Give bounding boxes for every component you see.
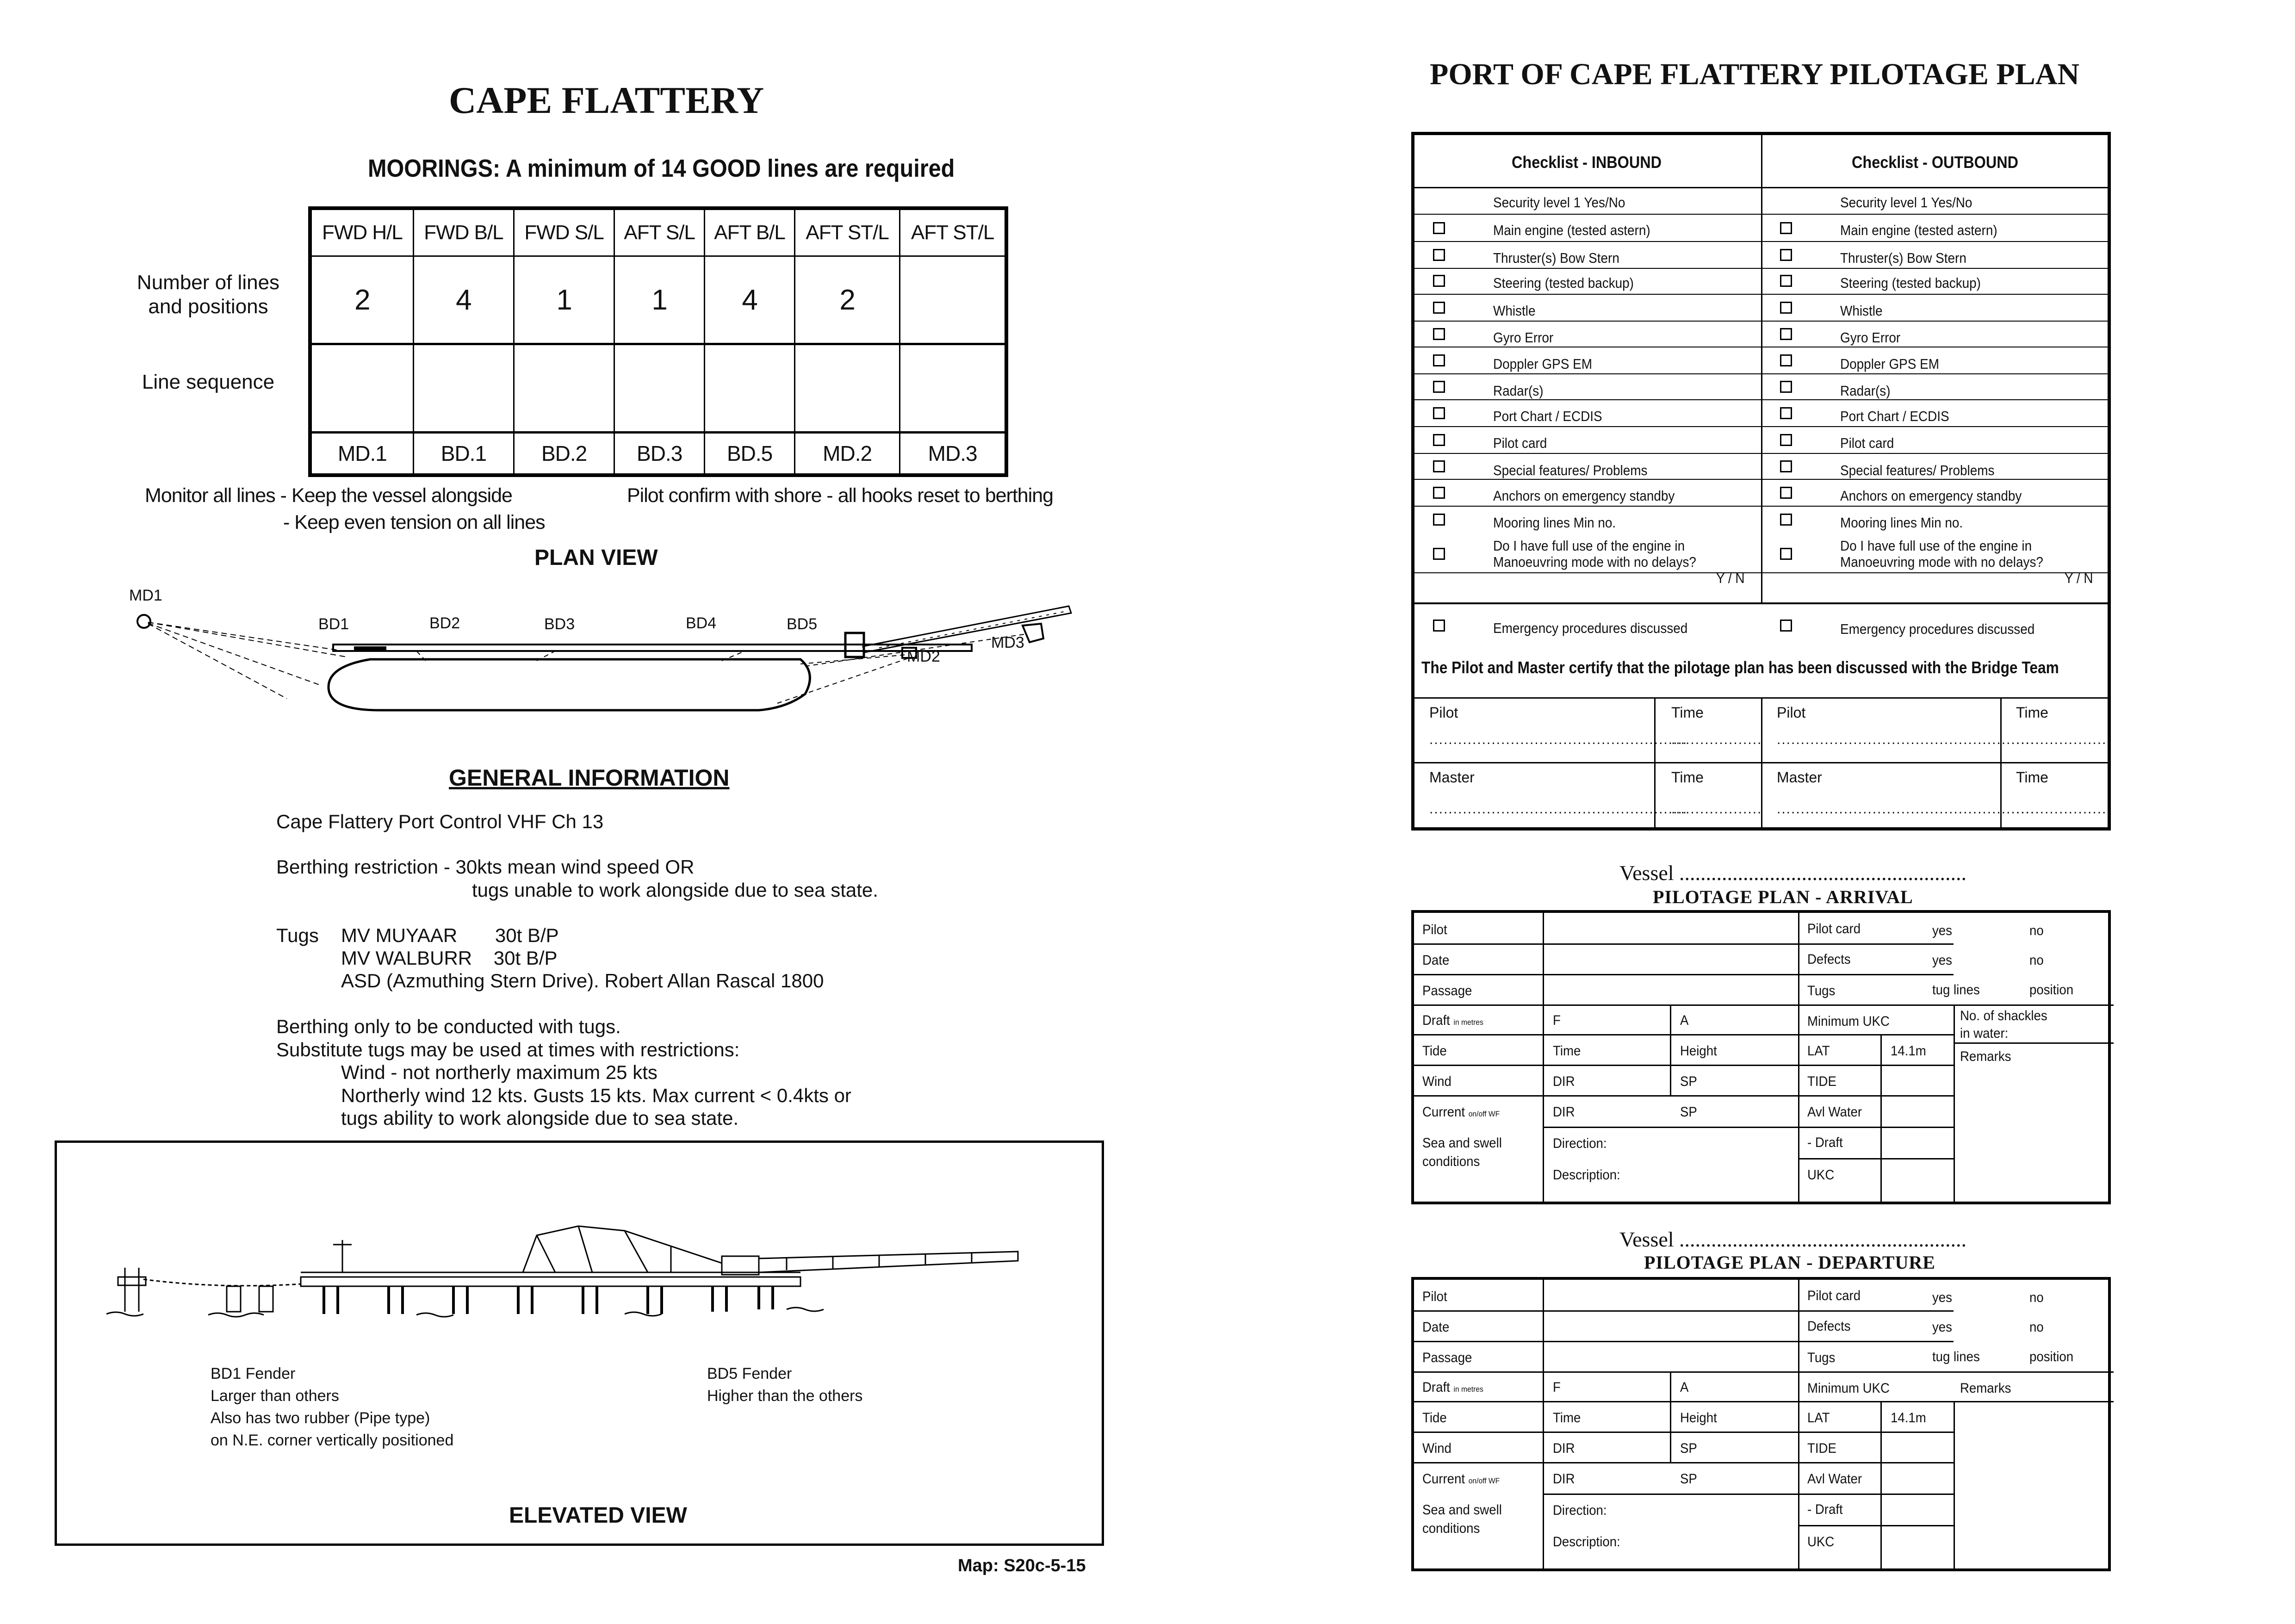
yes-option[interactable]: yes: [1932, 953, 1952, 968]
sequence-cell: [514, 344, 614, 433]
master-sign-line[interactable]: ......................................................: [1777, 801, 2035, 817]
height-label: Height: [1680, 1410, 1717, 1426]
engine-yn: Y / N: [2065, 570, 2093, 586]
line-count-cell: 1: [514, 256, 614, 344]
no-option[interactable]: no: [2029, 923, 2044, 938]
vessel-hull: [329, 659, 810, 710]
wind-dir-label: DIR: [1553, 1074, 1575, 1089]
lat-value: 14.1m: [1891, 1043, 1926, 1059]
ukc-label: UKC: [1807, 1534, 1835, 1550]
checkbox[interactable]: [1433, 302, 1445, 314]
tide-label: Tide: [1422, 1043, 1447, 1059]
note-even-tension: - Keep even tension on all lines: [283, 511, 545, 533]
security-level-outbound: Security level 1 Yes/No: [1840, 194, 1972, 211]
bd3-label: BD3: [544, 615, 575, 633]
wind-restriction-3: tugs ability to work alongside due to sea state.: [341, 1107, 739, 1129]
checklist-item: Whistle: [1493, 303, 1536, 319]
tugs-only-note: Berthing only to be conducted with tugs.: [276, 1016, 621, 1037]
master-sign-label: Master: [1777, 769, 1822, 786]
arrival-form: [1411, 910, 2111, 1204]
pilot-sign-label: Pilot: [1429, 704, 1458, 721]
line-count-cell: 1: [614, 256, 705, 344]
pilot-sign-line[interactable]: ......................................................: [1777, 732, 2035, 747]
mooring-point-cell: BD.2: [514, 433, 614, 476]
mooring-point-cell: MD.1: [310, 433, 413, 476]
current-unit: on/off WF: [1468, 1476, 1500, 1485]
draft-label: Draft in metres: [1422, 1380, 1483, 1395]
pilot-card-label: Pilot card: [1807, 1288, 1861, 1303]
column-header: AFT ST/L: [900, 208, 1006, 256]
checkbox[interactable]: [1433, 275, 1445, 287]
row-label-sequence: Line sequence: [142, 371, 275, 393]
master-sign-line[interactable]: ......................................................: [1429, 801, 1688, 817]
master-sign-label: Master: [1429, 769, 1475, 786]
draft-unit: in metres: [1453, 1385, 1483, 1394]
column-header: FWD H/L: [310, 208, 413, 256]
checklist-item: Steering (tested backup): [1840, 275, 1981, 291]
elevated-view-panel: [55, 1141, 1104, 1546]
sequence-cell: [413, 344, 514, 433]
pilotage-plan-title: PORT OF CAPE FLATTERY PILOTAGE PLAN: [1430, 57, 2080, 91]
sequence-cell: [310, 344, 413, 433]
date-label: Date: [1422, 953, 1450, 968]
tugs-label: Tugs: [1807, 1350, 1836, 1365]
tug-walburr: MV WALBURR 30t B/P: [341, 947, 558, 969]
arrival-title: PILOTAGE PLAN - ARRIVAL: [1653, 886, 1913, 907]
checkbox[interactable]: [1780, 460, 1792, 472]
lat-label: LAT: [1807, 1410, 1830, 1426]
current-unit: on/off WF: [1468, 1110, 1500, 1118]
checkbox[interactable]: [1780, 487, 1792, 499]
vessel-field-departure[interactable]: Vessel ......................................................: [1619, 1227, 1967, 1251]
checklist-item: Gyro Error: [1840, 329, 1901, 346]
bd1-note-line: Larger than others: [211, 1387, 339, 1405]
engine-yn: Y / N: [1716, 570, 1745, 586]
current-sp-label: SP: [1680, 1104, 1697, 1120]
checkbox[interactable]: [1780, 620, 1792, 632]
md3-dolphin: [1023, 624, 1043, 642]
checklist-item: Pilot card: [1840, 435, 1894, 451]
wind-sp-label: SP: [1680, 1441, 1697, 1456]
checklist-item: Pilot card: [1493, 435, 1547, 451]
checkbox[interactable]: [1780, 328, 1792, 340]
checkbox[interactable]: [1433, 354, 1445, 366]
direction-label: Direction:: [1553, 1503, 1607, 1518]
mooring-point-cell: BD.5: [705, 433, 795, 476]
height-label: Height: [1680, 1043, 1717, 1059]
wind-dir-label: DIR: [1553, 1441, 1575, 1456]
checklist-item: Port Chart / ECDIS: [1493, 408, 1602, 424]
bd5-note-line: BD5 Fender: [707, 1365, 792, 1382]
checkbox[interactable]: [1433, 249, 1445, 261]
time-label: Time: [2016, 769, 2048, 786]
checklist-item: Special features/ Problems: [1493, 462, 1648, 478]
wind-label: Wind: [1422, 1441, 1451, 1456]
passage-label: Passage: [1422, 1350, 1472, 1365]
bd5-fender-note: [707, 1363, 862, 1407]
bd5-label: BD5: [787, 615, 818, 633]
time-line[interactable]: ...................: [2016, 801, 2107, 817]
column-header: FWD S/L: [514, 208, 614, 256]
note-pilot-confirm: Pilot confirm with shore - all hooks reset to berthing: [627, 484, 1054, 507]
wind-sp-label: SP: [1680, 1074, 1697, 1089]
tug-lines-label: tug lines: [1932, 1349, 1980, 1364]
elevated-view-title: ELEVATED VIEW: [509, 1503, 687, 1528]
bd5-note-line: Higher than the others: [707, 1387, 863, 1405]
bd1-note-line: on N.E. corner vertically positioned: [211, 1432, 454, 1449]
description-label: Description:: [1553, 1534, 1620, 1550]
map-reference: Map: S20c-5-15: [958, 1556, 1086, 1575]
md1-label: MD1: [129, 587, 162, 604]
current-label: Current on/off WF: [1422, 1471, 1500, 1487]
emergency-procedures: Emergency procedures discussed: [1840, 621, 2035, 637]
checkbox[interactable]: [1433, 434, 1445, 446]
column-header: FWD B/L: [413, 208, 514, 256]
time-label: Time: [1553, 1043, 1581, 1059]
sea-swell-label: Sea and swell conditions: [1422, 1135, 1502, 1169]
checkbox[interactable]: [1433, 407, 1445, 419]
bd1-fender-note: [211, 1363, 453, 1451]
tide-r-label: TIDE: [1807, 1074, 1836, 1089]
forward-label: F: [1553, 1013, 1561, 1028]
yes-option[interactable]: yes: [1932, 1290, 1952, 1305]
avl-water-label: Avl Water: [1807, 1104, 1862, 1120]
checkbox[interactable]: [1780, 514, 1792, 526]
time-line[interactable]: ...................: [1671, 801, 1762, 817]
checklist-item: Special features/ Problems: [1840, 462, 1995, 478]
emergency-procedures: Emergency procedures discussed: [1493, 620, 1688, 636]
time-label: Time: [1671, 769, 1704, 786]
column-header: AFT S/L: [614, 208, 705, 256]
checkbox[interactable]: [1433, 328, 1445, 340]
bd2-label: BD2: [429, 614, 460, 632]
line-count-cell: 2: [795, 256, 900, 344]
aft-label: A: [1680, 1380, 1689, 1395]
time-line[interactable]: ...................: [1671, 732, 1762, 747]
column-header: AFT ST/L: [795, 208, 900, 256]
column-header: AFT B/L: [705, 208, 795, 256]
bd1-note-line: BD1 Fender: [211, 1365, 296, 1382]
checklist-item: Anchors on emergency standby: [1840, 488, 2022, 504]
no-option[interactable]: no: [2029, 953, 2044, 968]
certification-statement: The Pilot and Master certify that the pilotage plan has been discussed with the Bridge Team: [1421, 658, 2059, 677]
substitute-tugs-note: Substitute tugs may be used at times with restrictions:: [276, 1039, 740, 1060]
note-monitor-lines: Monitor all lines - Keep the vessel alongside: [145, 484, 512, 507]
tug-muyaar: MV MUYAAR 30t B/P: [341, 924, 559, 946]
checklist-item: Thruster(s) Bow Stern: [1840, 250, 1966, 266]
time-label: Time: [1553, 1410, 1581, 1426]
checklist-item: Thruster(s) Bow Stern: [1493, 250, 1619, 266]
checkbox[interactable]: [1780, 548, 1792, 560]
plan-view-title: PLAN VIEW: [534, 545, 658, 570]
current-label: Current on/off WF: [1422, 1104, 1500, 1120]
sequence-cell: [614, 344, 705, 433]
checkbox[interactable]: [1780, 302, 1792, 314]
mooring-point-cell: BD.1: [413, 433, 514, 476]
line-count-cell: 2: [310, 256, 413, 344]
sequence-cell: [795, 344, 900, 433]
row-label-lines: Number of lines and positions: [136, 271, 280, 318]
mooring-point-cell: MD.2: [795, 433, 900, 476]
defects-label: Defects: [1807, 1319, 1851, 1334]
line-count-cell: 4: [705, 256, 795, 344]
wind-restriction-2: Northerly wind 12 kts. Gusts 15 kts. Max current < 0.4kts or: [341, 1085, 851, 1106]
line-count-cell: 4: [413, 256, 514, 344]
vessel-field-arrival[interactable]: Vessel ......................................................: [1619, 861, 1967, 885]
defects-label: Defects: [1807, 952, 1851, 967]
wind-label: Wind: [1422, 1074, 1451, 1089]
sequence-cell: [900, 344, 1006, 433]
checklist-item: Radar(s): [1840, 383, 1891, 399]
remarks-label: Remarks: [1960, 1049, 2011, 1064]
tug-type: ASD (Azmuthing Stern Drive). Robert Allan Rascal 1800: [341, 970, 824, 992]
sea-swell-label: Sea and swell conditions: [1422, 1502, 1502, 1536]
checkbox[interactable]: [1780, 407, 1792, 419]
berthing-restriction-cont: tugs unable to work alongside due to sea state.: [472, 879, 878, 901]
forward-label: F: [1553, 1380, 1561, 1395]
bd1-label: BD1: [318, 615, 349, 633]
md3-label: MD3: [991, 634, 1024, 651]
bd1-note-line: Also has two rubber (Pipe type): [211, 1409, 430, 1427]
checkbox[interactable]: [1433, 381, 1445, 393]
port-control-info: Cape Flattery Port Control VHF Ch 13: [276, 811, 604, 832]
minus-draft-label: - Draft: [1807, 1502, 1843, 1517]
aft-label: A: [1680, 1013, 1689, 1028]
checkbox[interactable]: [1433, 514, 1445, 526]
checklist-item: Doppler GPS EM: [1493, 356, 1592, 372]
tugs-label: Tugs: [1807, 983, 1836, 998]
mooring-point-cell: BD.3: [614, 433, 705, 476]
checkbox[interactable]: [1433, 487, 1445, 499]
checkbox[interactable]: [1780, 434, 1792, 446]
security-level-inbound: Security level 1 Yes/No: [1493, 194, 1625, 211]
draft-unit: in metres: [1453, 1018, 1483, 1027]
checklist-item: Mooring lines Min no.: [1493, 514, 1616, 531]
current-sp-label: SP: [1680, 1471, 1697, 1487]
wind-restriction-1: Wind - not northerly maximum 25 kts: [341, 1061, 657, 1083]
pilot-label: Pilot: [1422, 922, 1447, 937]
shackles-label: No. of shackles in water:: [1960, 1008, 2047, 1041]
checkbox[interactable]: [1780, 249, 1792, 261]
checklist-item: Main engine (tested astern): [1840, 222, 1997, 238]
pilot-label: Pilot: [1422, 1289, 1447, 1304]
mooring-lines-md1: [148, 622, 347, 699]
no-option[interactable]: no: [2029, 1290, 2044, 1305]
bd4-label: BD4: [686, 614, 717, 632]
plan-view-diagram: [120, 578, 1129, 754]
passage-label: Passage: [1422, 983, 1472, 998]
no-option[interactable]: no: [2029, 1320, 2044, 1335]
checkbox[interactable]: [1780, 222, 1792, 234]
checklist-panel: [1411, 132, 2111, 831]
moorings-table: [308, 206, 1008, 477]
md2-label: MD2: [907, 648, 940, 665]
description-label: Description:: [1553, 1167, 1620, 1183]
checkbox[interactable]: [1780, 381, 1792, 393]
avl-water-label: Avl Water: [1807, 1471, 1862, 1487]
checkbox[interactable]: [1433, 620, 1445, 632]
berthing-restriction: Berthing restriction - 30kts mean wind speed OR: [276, 856, 695, 878]
line-count-cell: [900, 256, 1006, 344]
checklist-item: Mooring lines Min no.: [1840, 514, 1963, 531]
minus-draft-label: - Draft: [1807, 1135, 1843, 1150]
checklist-inbound-title: Checklist - INBOUND: [1512, 153, 1662, 172]
minimum-ukc-label: Minimum UKC: [1807, 1381, 1890, 1396]
departure-form: [1411, 1277, 2111, 1571]
checkbox[interactable]: [1433, 222, 1445, 234]
checklist-item: Anchors on emergency standby: [1493, 488, 1675, 504]
checkbox[interactable]: [1780, 354, 1792, 366]
draft-label: Draft in metres: [1422, 1013, 1483, 1028]
checklist-item: Port Chart / ECDIS: [1840, 408, 1949, 424]
page-title: CAPE FLATTERY: [449, 79, 764, 121]
checkbox[interactable]: [1433, 548, 1445, 560]
date-label: Date: [1422, 1320, 1450, 1335]
sequence-cell: [705, 344, 795, 433]
checklist-item: Gyro Error: [1493, 329, 1554, 346]
yes-option[interactable]: yes: [1932, 923, 1952, 938]
checklist-item: Whistle: [1840, 303, 1883, 319]
direction-label: Direction:: [1553, 1136, 1607, 1151]
general-information-title: GENERAL INFORMATION: [449, 765, 730, 791]
position-label: position: [2029, 1349, 2074, 1364]
tide-r-label: TIDE: [1807, 1441, 1836, 1456]
current-dir-label: DIR: [1553, 1104, 1575, 1120]
moorings-heading: MOORINGS: A minimum of 14 GOOD lines are required: [368, 155, 955, 182]
engine-question: Do I have full use of the engine in: [1493, 538, 1685, 554]
checklist-item: Doppler GPS EM: [1840, 356, 1939, 372]
checklist-outbound-title: Checklist - OUTBOUND: [1852, 153, 2019, 172]
elevated-view-drawing: [93, 1212, 1041, 1333]
time-label: Time: [2016, 704, 2048, 721]
minimum-ukc-label: Minimum UKC: [1807, 1014, 1890, 1029]
checklist-item: Steering (tested backup): [1493, 275, 1634, 291]
checklist-item: Main engine (tested astern): [1493, 222, 1650, 238]
departure-title: PILOTAGE PLAN - DEPARTURE: [1644, 1252, 1935, 1273]
mooring-point-cell: MD.3: [900, 433, 1006, 476]
engine-question: Do I have full use of the engine in: [1840, 538, 2032, 554]
checkbox[interactable]: [1433, 460, 1445, 472]
time-line[interactable]: ...................: [2016, 732, 2107, 747]
yes-option[interactable]: yes: [1932, 1320, 1952, 1335]
tug-lines-label: tug lines: [1932, 982, 1980, 998]
checklist-item: Radar(s): [1493, 383, 1544, 399]
bd1-fender: [354, 646, 386, 650]
pilot-card-label: Pilot card: [1807, 921, 1861, 936]
time-label: Time: [1671, 704, 1704, 721]
pilot-sign-label: Pilot: [1777, 704, 1806, 721]
ukc-label: UKC: [1807, 1167, 1835, 1183]
remarks-label: Remarks: [1960, 1381, 2011, 1396]
engine-question: Manoeuvring mode with no delays?: [1840, 554, 2043, 570]
tugs-label: Tugs: [276, 924, 319, 946]
checkbox[interactable]: [1780, 275, 1792, 287]
tide-label: Tide: [1422, 1410, 1447, 1426]
md1-dolphin: [137, 615, 150, 628]
lat-label: LAT: [1807, 1043, 1830, 1059]
position-label: position: [2029, 982, 2074, 998]
lat-value: 14.1m: [1891, 1410, 1926, 1426]
current-dir-label: DIR: [1553, 1471, 1575, 1487]
engine-question: Manoeuvring mode with no delays?: [1493, 554, 1696, 570]
pilot-sign-line[interactable]: ......................................................: [1429, 732, 1688, 747]
